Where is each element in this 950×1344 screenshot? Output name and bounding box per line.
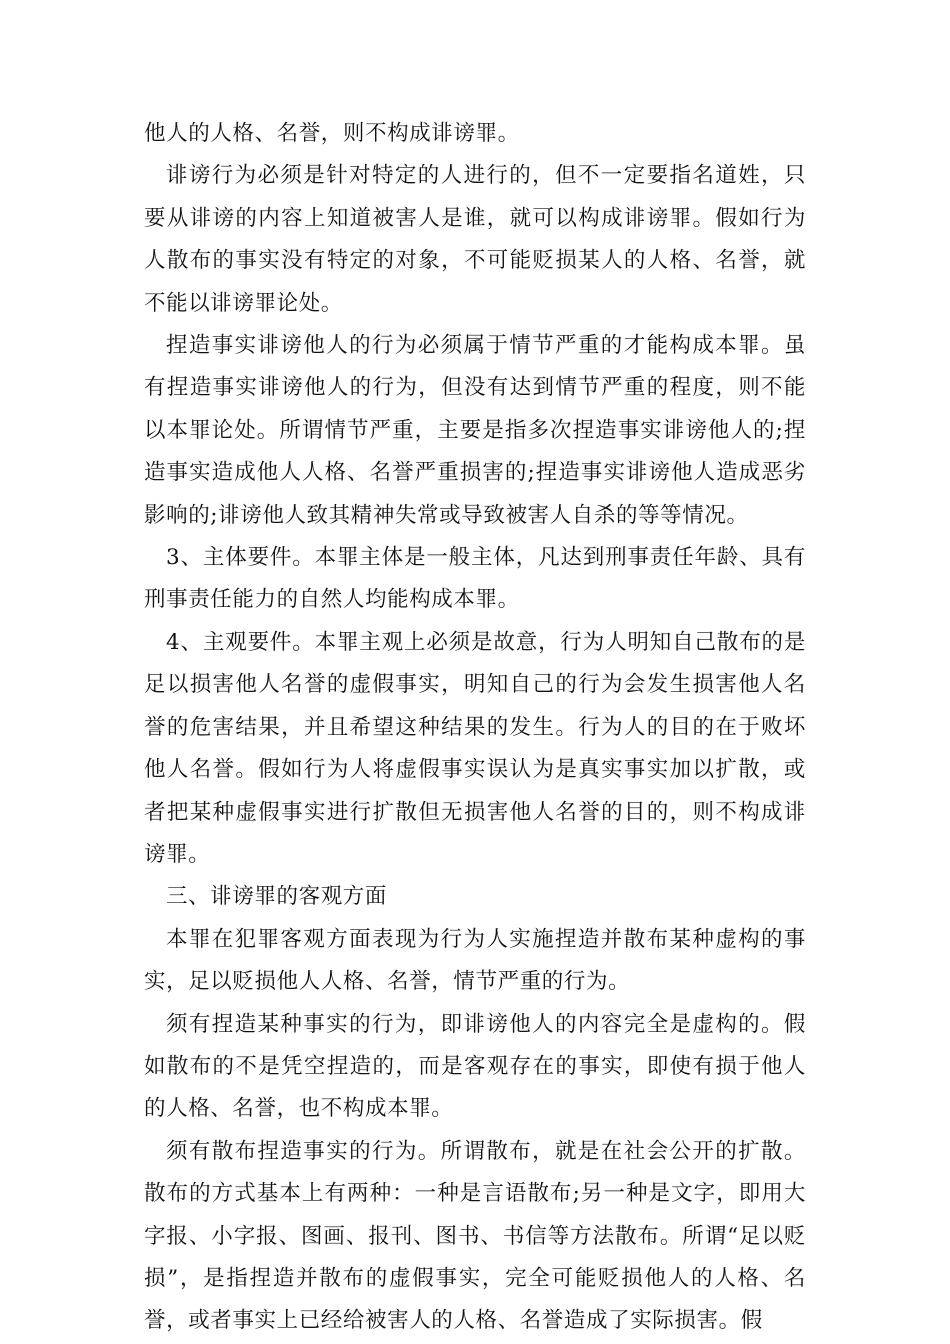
paragraph-2: 诽谤行为必须是针对特定的人进行的，但不一定要指名道姓，只要从诽谤的内容上知道被害人是谁，就可以构成诽谤罪。假如行为人散布的事实没有特定的对象，不可能贬损某人的人格、名誉，就不能以诽谤罪论处。 <box>144 163 806 316</box>
paragraph-8: 须有捏造某种事实的行为，即诽谤他人的内容完全是虚构的。假如散布的不是凭空捏造的，而是客观存在的事实，即使有损于他人的人格、名誉，也不构成本罪。 <box>144 1011 806 1122</box>
document-page <box>144 113 806 1343</box>
paragraph-4: 3、主体要件。本罪主体是一般主体，凡达到刑事责任年龄、具有刑事责任能力的自然人均能构成本罪。 <box>144 545 806 613</box>
paragraph-7: 本罪在犯罪客观方面表现为行为人实施捏造并散布某种虚构的事实，足以贬损他人人格、名誉，情节严重的行为。 <box>144 926 806 995</box>
section-heading: 三、诽谤罪的客观方面 <box>166 884 388 910</box>
paragraph-1: 他人的人格、名誉，则不构成诽谤罪。 <box>144 121 520 146</box>
paragraph-9: 须有散布捏造事实的行为。所谓散布，就是在社会公开的扩散。散布的方式基本上有两种：一种是言语散布;另一种是文字，即用大字报、小字报、图画、报刊、图书、书信等方法散布。所谓“足以贬损”，是指捏造并散布的虚假事实，完全可能贬损他人的人格、名誉，或者事实上已经给被害人的人格、名誉造成了实际损害。假 <box>144 1138 806 1334</box>
paragraph-5: 4、主观要件。本罪主观上必须是故意，行为人明知自己散布的是足以损害他人名誉的虚假事实，明知自己的行为会发生损害他人名誉的危害结果，并且希望这种结果的发生。行为人的目的在于败坏他人名誉。假如行为人将虚假事实误认为是真实事实加以扩散，或者把某种虚假事实进行扩散但无损害他人名誉的目的，则不构成诽谤罪。 <box>144 629 806 867</box>
paragraph-3: 捏造事实诽谤他人的行为必须属于情节严重的才能构成本罪。虽有捏造事实诽谤他人的行为，但没有达到情节严重的程度，则不能以本罪论处。所谓情节严重，主要是指多次捏造事实诽谤他人的;捏造事实造成他人人格、名誉严重损害的;捏造事实诽谤他人造成恶劣影响的;诽谤他人致其精神失常或导致被害人自杀的等等情况。 <box>144 333 806 528</box>
